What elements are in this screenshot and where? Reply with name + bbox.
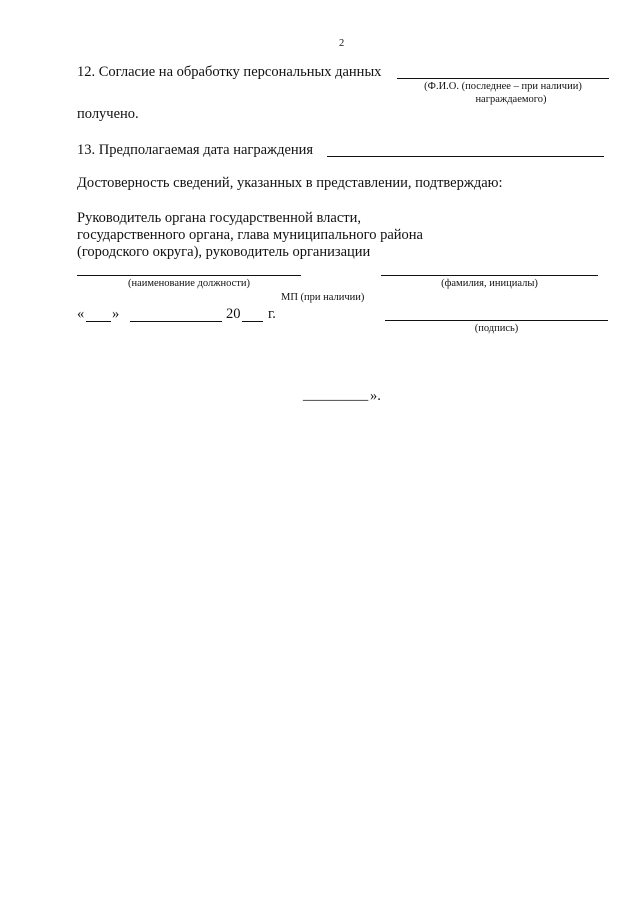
item-12-continuation: получено. (77, 106, 139, 122)
consent-caption-line2: награждаемого) (475, 94, 547, 105)
item-13-text: 13. Предполагаемая дата награждения (77, 142, 314, 158)
confirmation-text: Достоверность сведений, указанных в представлении, подтверждаю: (77, 175, 503, 191)
signatory-line-2: государственного органа, глава муниципального района (77, 227, 423, 243)
date-close-quote: » (112, 306, 120, 322)
name-initials-field[interactable] (381, 275, 598, 276)
date-month-field[interactable] (130, 321, 222, 322)
name-initials-caption: (фамилия, инициалы) (441, 278, 538, 289)
date-year-field[interactable] (242, 321, 263, 322)
signature-caption: (подпись) (474, 323, 519, 334)
position-field[interactable] (77, 275, 301, 276)
closing-blank: _________ (303, 387, 369, 403)
item-12-text: 12. Согласие на обработку персональных данных (77, 64, 382, 80)
stamp-caption: МП (при наличии) (281, 292, 365, 303)
date-year-suffix: г. (268, 306, 276, 322)
position-caption: (наименование должности) (127, 278, 251, 289)
page-number: 2 (339, 38, 345, 49)
date-year-prefix: 20 (226, 306, 241, 322)
date-day-field[interactable] (86, 321, 111, 322)
signatory-line-1: Руководитель органа государственной власти, (77, 210, 361, 226)
consent-name-field[interactable] (397, 78, 609, 79)
date-open-quote: « (77, 306, 85, 322)
signatory-line-3: (городского округа), руководитель организации (77, 244, 371, 260)
consent-caption-line1: (Ф.И.О. (последнее – при наличии) (424, 81, 582, 92)
signature-field[interactable] (385, 320, 608, 321)
closing-mark: ». (370, 388, 381, 404)
award-date-field[interactable] (327, 156, 604, 157)
